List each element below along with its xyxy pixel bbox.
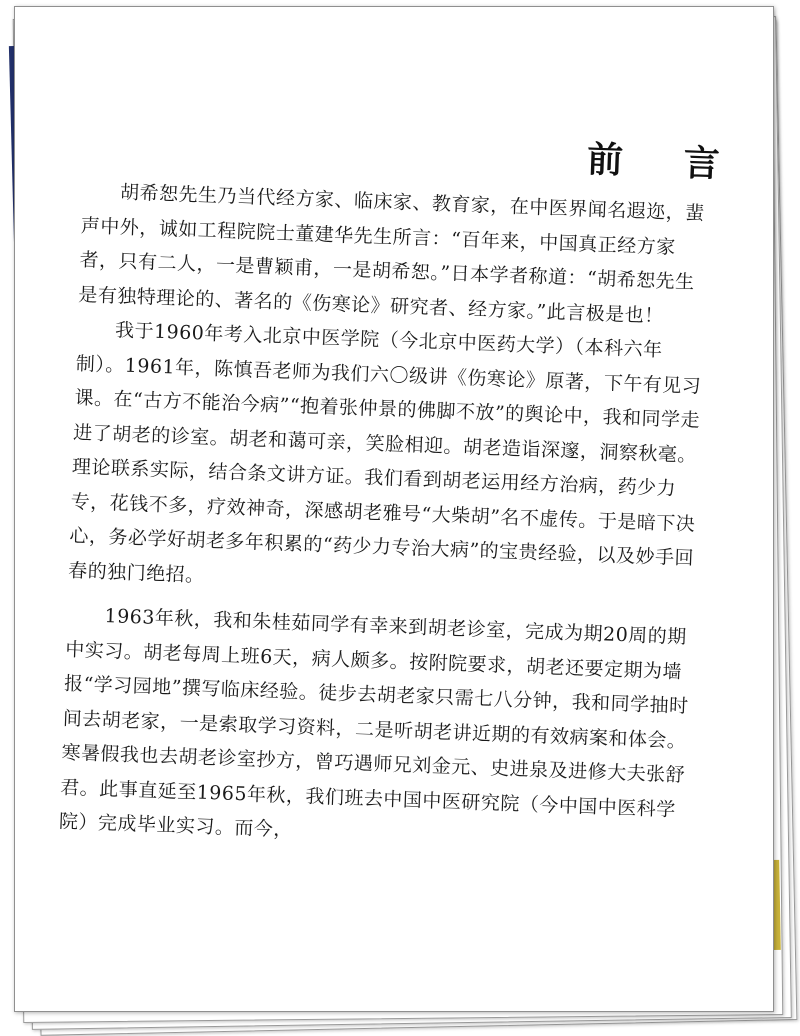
paragraph-1: 胡希恕先生乃当代经方家、临床家、教育家，在中医界闻名遐迩，蜚声中外，诚如工程院院士董建华先生所言：“百年来，中国真正经方家者，只有二人，一是曹颖甫，一是胡希恕。”日本学者称道：“胡希恕先生是有独特理论的、著名的《伤寒论》研究者、经方家。”此言极是也！ bbox=[77, 181, 706, 327]
page-content bbox=[58, 113, 745, 862]
page-title: 前 言 bbox=[586, 139, 745, 187]
paragraph-3: 1963年秋，我和朱桂茹同学有幸来到胡老诊室，完成为期20周的期中实习。胡老每周上班6天，病人颇多。按附院要求，胡老还要定期为墙报“学习园地”撰写临床经验。徒步去胡老家只需七八分钟，我和同学抽时间去胡老家，一是索取学习资料，二是听胡老讲近期的有效病案和体会。寒暑假我也去胡老诊室抄方，曾巧遇师兄刘金元、史进泉及进修大夫张舒君。此事直延至1965年秋，我们班去中国中医研究院（今中国中医科学院）完成毕业实习。而今， bbox=[58, 605, 689, 842]
document-page bbox=[14, 6, 774, 1012]
paragraph-2: 我于1960年考入北京中医学院（今北京中医药大学）（本科六年制）。1961年，陈慎吾老师为我们六〇级讲《伤寒论》原著，下午有见习课。在“古方不能治今病”“抱着张仲景的佛脚不放”的舆论中，我和同学走进了胡老的诊室。胡老和蔼可亲，笑脸相迎。胡老造诣深邃，洞察秋毫。理论联系实际，结合条文讲方证。我们看到胡老运用经方治病，药少力专，花钱不多，疗效神奇，深感胡老雅号“大柴胡”名不虚传。于是暗下决心，务必学好胡老多年积累的“药少力专治大病”的宝贵经验，以及妙手回春的独门绝招。 bbox=[67, 319, 702, 587]
